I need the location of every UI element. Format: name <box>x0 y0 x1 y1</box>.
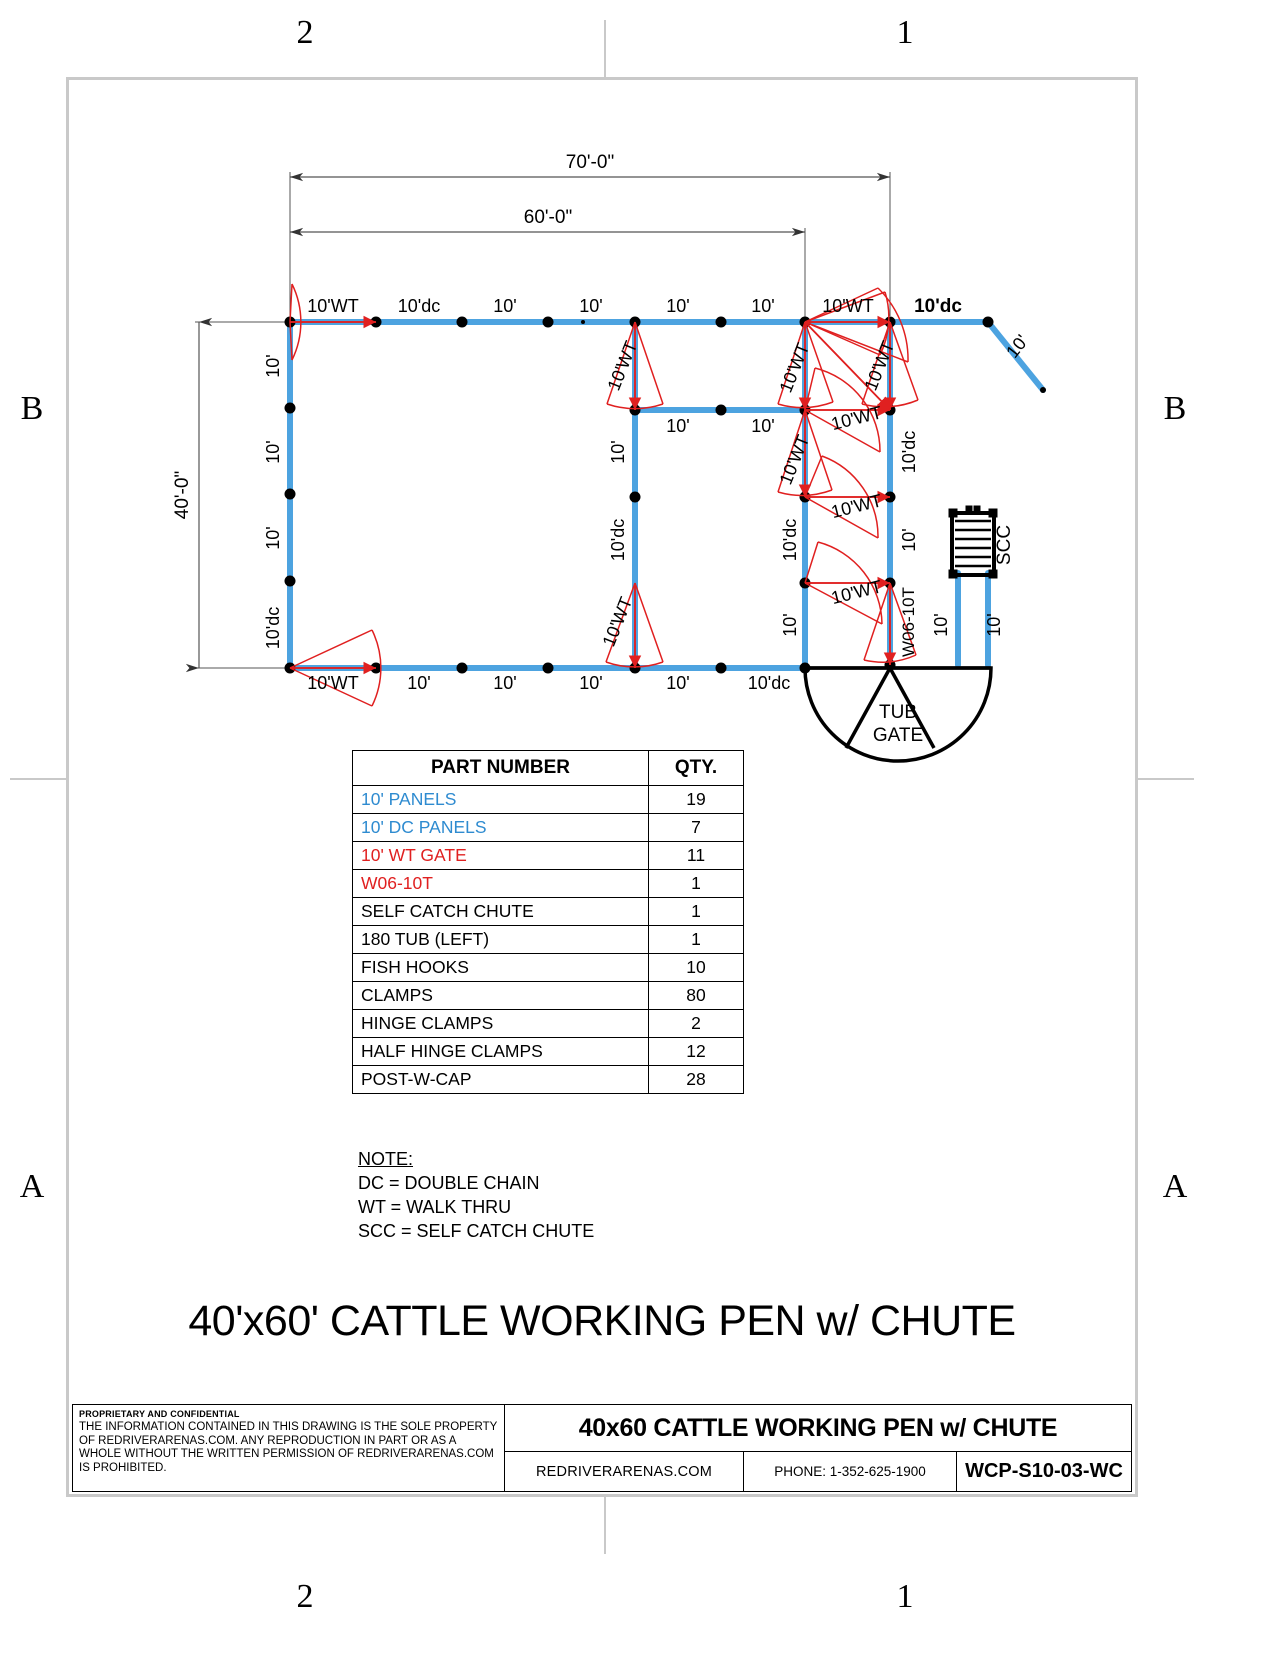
part-qty: 12 <box>649 1038 744 1066</box>
part-name: W06-10T <box>353 870 649 898</box>
table-row <box>353 814 744 842</box>
part-qty: 7 <box>649 814 744 842</box>
zone-label-right-a: A <box>1162 1168 1188 1205</box>
dimension-pen-width-label: 60'-0" <box>523 207 573 228</box>
label-alley-5: 10'WT <box>829 576 884 609</box>
table-row <box>353 982 744 1010</box>
part-qty: 1 <box>649 898 744 926</box>
label-left-1: 10' <box>263 440 283 464</box>
table-row <box>353 954 744 982</box>
part-qty: 10 <box>649 954 744 982</box>
label-center-v-0: 10'WT <box>603 338 642 394</box>
zone-label-bottom-1: 1 <box>896 1578 914 1615</box>
company-phone: PHONE: 1-352-625-1900 <box>744 1452 957 1491</box>
label-alley-3: 10'WT <box>775 432 814 488</box>
label-alley-2: 10'WT <box>829 402 884 435</box>
part-qty: 2 <box>649 1010 744 1038</box>
title-block <box>72 1404 1132 1492</box>
label-alley-0: 10'WT <box>775 340 814 396</box>
label-top-4: 10' <box>666 296 690 316</box>
label-alley-9: 10' <box>780 613 800 637</box>
zone-tick-bottom <box>604 1496 606 1554</box>
zone-label-left-a: A <box>19 1168 45 1205</box>
note-line-dc: DC = DOUBLE CHAIN <box>358 1172 540 1193</box>
parts-table-header-row <box>353 751 744 786</box>
label-alley-8: 10'dc <box>780 518 800 562</box>
label-bottom-5: 10'dc <box>747 673 791 693</box>
zone-label-top-1: 1 <box>896 14 914 51</box>
zone-tick-top <box>604 20 606 78</box>
label-left-3: 10'dc <box>263 606 283 650</box>
part-name: 10' DC PANELS <box>353 814 649 842</box>
part-name: 10' WT GATE <box>353 842 649 870</box>
label-left-2: 10' <box>263 526 283 550</box>
label-center-h-1: 10' <box>751 416 775 436</box>
parts-table-header-part: PART NUMBER <box>353 751 649 786</box>
part-name: CLAMPS <box>353 982 649 1010</box>
zone-label-left-b: B <box>20 390 44 427</box>
part-name: HINGE CLAMPS <box>353 1010 649 1038</box>
table-row <box>353 786 744 814</box>
note-line-scc: SCC = SELF CATCH CHUTE <box>358 1220 595 1241</box>
part-name: HALF HINGE CLAMPS <box>353 1038 649 1066</box>
tub-label-line1: TUB <box>879 702 917 723</box>
label-top-8: 10' <box>1002 330 1033 362</box>
title-block-bottom-row <box>505 1452 1131 1491</box>
confidential-heading: PROPRIETARY AND CONFIDENTIAL <box>79 1409 240 1419</box>
zone-label-bottom-2: 2 <box>296 1578 314 1615</box>
label-chute-leg-0: 10' <box>931 613 951 637</box>
part-qty: 80 <box>649 982 744 1010</box>
label-center-h-0: 10' <box>666 416 690 436</box>
confidential-notice <box>73 1405 505 1491</box>
part-name: 180 TUB (LEFT) <box>353 926 649 954</box>
title-block-right <box>505 1405 1131 1491</box>
dimension-overall-width-label: 70'-0" <box>565 152 615 173</box>
zone-tick-left <box>10 778 68 780</box>
note-line-wt: WT = WALK THRU <box>358 1196 512 1217</box>
label-alley-4: 10'WT <box>829 490 884 523</box>
label-center-v-3: 10'WT <box>598 594 637 650</box>
table-row <box>353 1066 744 1094</box>
parts-table <box>352 750 744 1094</box>
label-top-0: 10'WT <box>307 296 359 316</box>
drawing-title: 40x60 CATTLE WORKING PEN w/ CHUTE <box>505 1405 1131 1452</box>
tub-label-line2: GATE <box>872 725 924 746</box>
confidential-body: THE INFORMATION CONTAINED IN THIS DRAWING IS THE SOLE PROPERTY OF REDRIVERARENAS.COM. ANY REPRODUCTION IN PART OR AS A WHOLE WITHOUT THE WRITTEN PERMISSION OF REDRIVERARENAS.COM IS PROHIBITED. <box>79 1421 498 1474</box>
label-top-5: 10' <box>751 296 775 316</box>
label-alley-7: 10'dc <box>899 430 919 474</box>
zone-label-right-b: B <box>1163 390 1187 427</box>
part-qty: 1 <box>649 926 744 954</box>
label-bottom-3: 10' <box>579 673 603 693</box>
part-name: FISH HOOKS <box>353 954 649 982</box>
part-qty: 28 <box>649 1066 744 1094</box>
label-left-0: 10' <box>263 354 283 378</box>
label-center-v-1: 10' <box>608 440 628 464</box>
chute-label-scc: SCC <box>994 524 1015 566</box>
label-top-2: 10' <box>493 296 517 316</box>
part-qty: 19 <box>649 786 744 814</box>
label-top-1: 10'dc <box>397 296 441 316</box>
company-website: REDRIVERARENAS.COM <box>505 1452 744 1491</box>
part-name: 10' PANELS <box>353 786 649 814</box>
table-row <box>353 926 744 954</box>
label-bottom-1: 10' <box>407 673 431 693</box>
table-row <box>353 1010 744 1038</box>
table-row <box>353 898 744 926</box>
label-alley-1: 10'WT <box>860 338 899 394</box>
label-w06-10t: W06-10T <box>899 587 918 657</box>
table-row <box>353 1038 744 1066</box>
part-qty: 1 <box>649 870 744 898</box>
note-block <box>358 1148 594 1244</box>
zone-label-top-2: 2 <box>296 14 314 51</box>
page-title: 40'x60' CATTLE WORKING PEN w/ CHUTE <box>188 1297 1016 1345</box>
part-qty: 11 <box>649 842 744 870</box>
label-top-3: 10' <box>579 296 603 316</box>
label-alley-10: 10' <box>899 528 919 552</box>
table-row <box>353 842 744 870</box>
label-bottom-0: 10'WT <box>307 673 359 693</box>
table-row <box>353 870 744 898</box>
part-name: SELF CATCH CHUTE <box>353 898 649 926</box>
label-center-v-2: 10'dc <box>608 518 628 562</box>
part-name: POST-W-CAP <box>353 1066 649 1094</box>
label-bottom-4: 10' <box>666 673 690 693</box>
zone-tick-right <box>1136 778 1194 780</box>
drawing-number: WCP-S10-03-WC <box>965 1460 1123 1482</box>
label-bottom-2: 10' <box>493 673 517 693</box>
label-chute-leg-1: 10' <box>984 613 1004 637</box>
note-heading: NOTE: <box>358 1149 414 1169</box>
label-top-6: 10'WT <box>822 296 874 316</box>
parts-table-header-qty: QTY. <box>649 751 744 786</box>
dimension-pen-height-label: 40'-0" <box>172 470 193 520</box>
label-top-7: 10'dc <box>914 296 962 317</box>
